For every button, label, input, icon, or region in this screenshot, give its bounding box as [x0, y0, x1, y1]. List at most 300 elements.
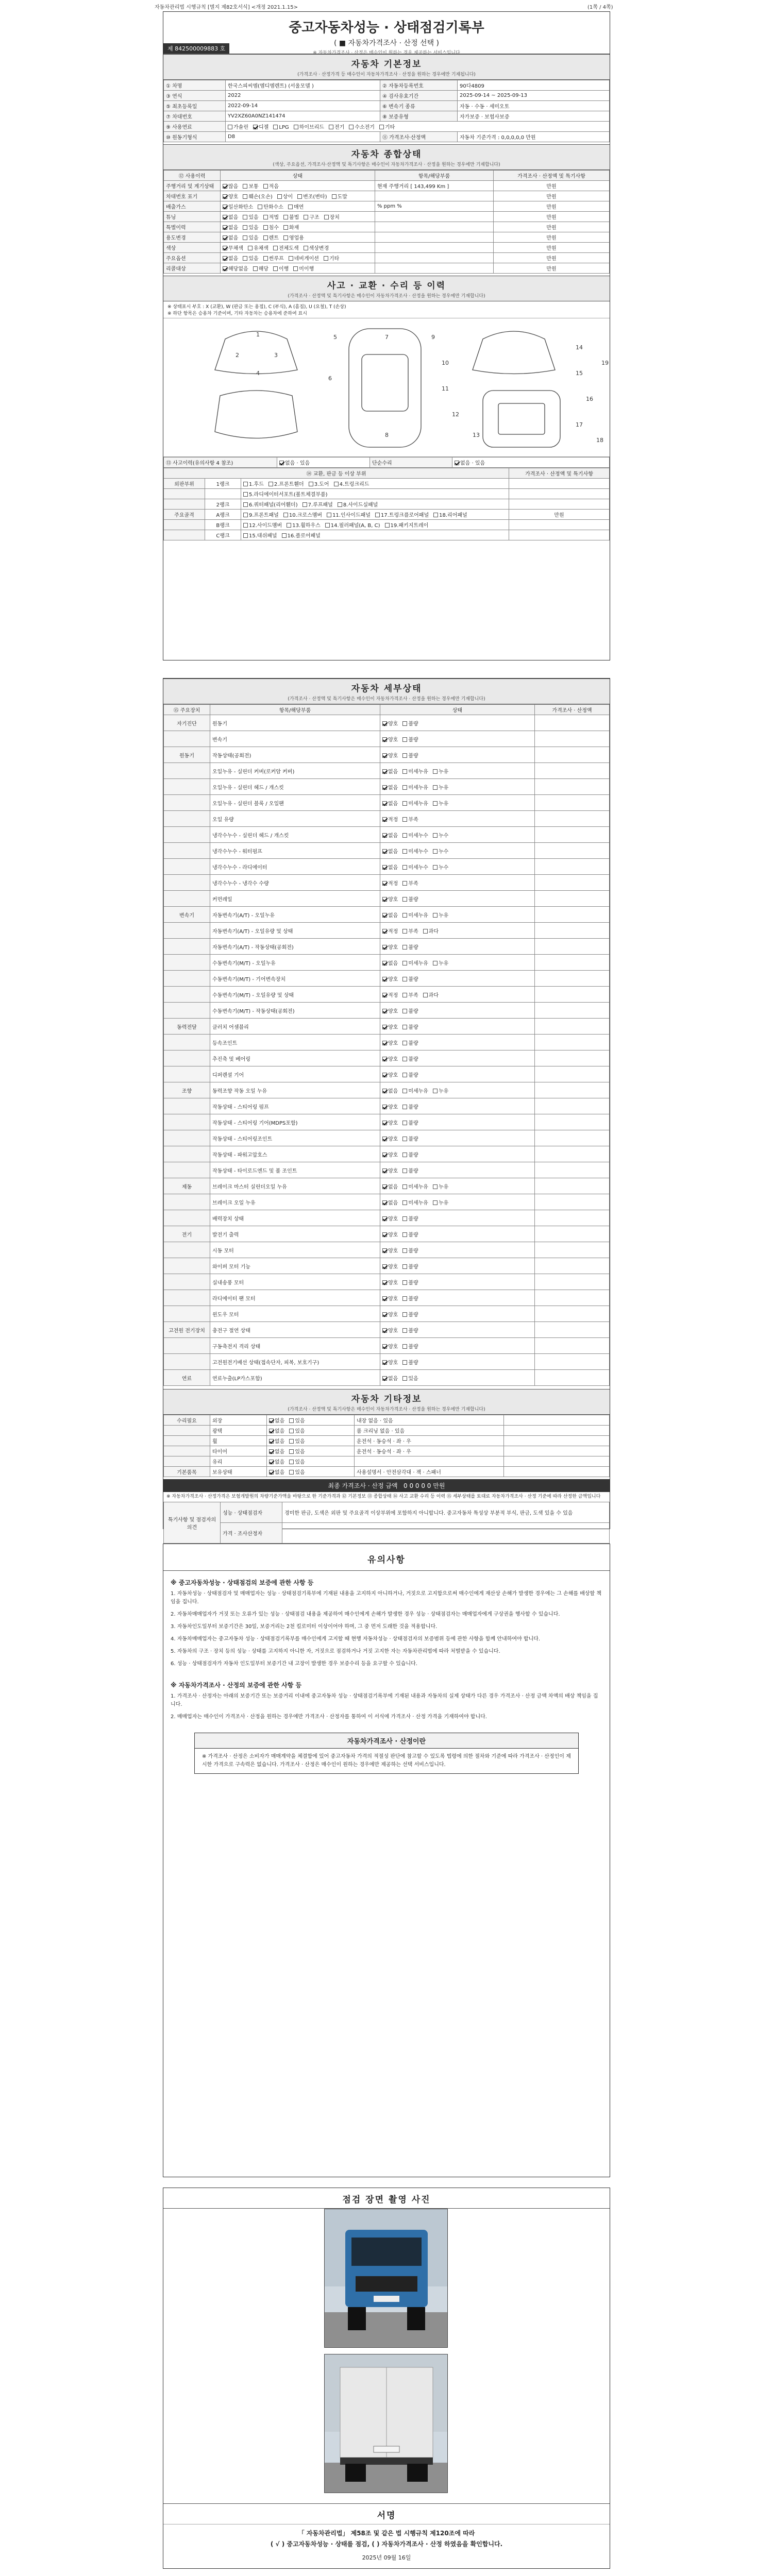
checkbox[interactable] — [273, 125, 278, 129]
detail-part: 오일 유량 — [210, 811, 380, 827]
option-label: 양호 — [388, 1120, 398, 1126]
checkbox[interactable] — [402, 1376, 407, 1381]
checkbox[interactable] — [287, 523, 291, 528]
checkbox[interactable] — [382, 961, 387, 965]
option — [382, 1134, 398, 1142]
checkbox[interactable] — [382, 1344, 387, 1349]
accident-rank: 1랭크 — [205, 479, 241, 489]
checkbox[interactable] — [263, 184, 268, 189]
checkbox[interactable] — [382, 945, 387, 950]
checkbox[interactable] — [402, 753, 407, 758]
option — [289, 254, 319, 262]
checkbox[interactable] — [223, 225, 227, 230]
checkbox[interactable] — [382, 1009, 387, 1013]
checkbox[interactable] — [382, 993, 387, 997]
checkbox[interactable] — [402, 1232, 407, 1237]
option — [382, 735, 398, 743]
checkbox[interactable] — [382, 1105, 387, 1109]
checkbox[interactable] — [289, 256, 293, 261]
option-label: 상이 — [282, 194, 293, 200]
overall-state — [221, 222, 375, 232]
overall-table — [163, 170, 610, 274]
checkbox[interactable] — [402, 1153, 407, 1157]
option — [283, 511, 322, 518]
basic-key-2: ⑥ 변속기 종류 — [380, 101, 458, 111]
checkbox[interactable] — [382, 897, 387, 902]
basic-row — [164, 132, 610, 142]
accident-items — [241, 499, 509, 510]
checkbox[interactable] — [402, 817, 407, 822]
checkbox[interactable] — [289, 1439, 294, 1444]
checkbox[interactable] — [338, 502, 342, 507]
checkbox[interactable] — [223, 215, 227, 219]
option — [293, 264, 314, 272]
checkbox[interactable] — [382, 1200, 387, 1205]
option-label: 미세누유 — [408, 912, 428, 919]
accident-rank: B랭크 — [205, 520, 241, 530]
checkbox[interactable] — [402, 1025, 407, 1029]
option-label: 10.크로스멤버 — [289, 513, 323, 518]
checkbox[interactable] — [293, 266, 298, 271]
option — [263, 213, 279, 221]
checkbox[interactable] — [402, 1105, 407, 1109]
checkbox[interactable] — [402, 1184, 407, 1189]
detail-row — [164, 779, 610, 795]
detail-price — [535, 1242, 610, 1258]
checkbox[interactable] — [382, 913, 387, 918]
checkbox[interactable] — [433, 961, 438, 965]
checkbox[interactable] — [402, 945, 407, 950]
checkbox[interactable] — [402, 1264, 407, 1269]
other-item-2: 운전석 · 동승석 · 좌 · 우 — [355, 1446, 504, 1456]
checkbox[interactable] — [382, 1248, 387, 1253]
checkbox[interactable] — [349, 125, 354, 129]
checkbox[interactable] — [402, 1312, 407, 1317]
option — [402, 1342, 418, 1350]
checkbox[interactable] — [223, 235, 227, 240]
checkbox[interactable] — [402, 785, 407, 790]
checkbox[interactable] — [402, 1328, 407, 1333]
option-label: 양호 — [388, 1152, 398, 1158]
checkbox[interactable] — [243, 533, 248, 538]
checkbox[interactable] — [253, 125, 258, 129]
checkbox[interactable] — [243, 492, 248, 497]
car-diagram-area — [163, 318, 610, 457]
checkbox[interactable] — [402, 1360, 407, 1365]
checkbox[interactable] — [332, 194, 337, 199]
checkbox[interactable] — [382, 785, 387, 790]
checkbox[interactable] — [277, 194, 282, 199]
checkbox[interactable] — [402, 737, 407, 742]
checkbox[interactable] — [294, 125, 298, 129]
checkbox[interactable] — [382, 1328, 387, 1333]
diagram-part-number: 3 — [274, 352, 278, 359]
option-label: 미세누수 — [408, 865, 428, 871]
accident-rank: A랭크 — [205, 510, 241, 520]
checkbox[interactable] — [269, 1418, 274, 1423]
checkbox[interactable] — [282, 533, 287, 538]
other-group: 기본품목 — [164, 1467, 210, 1477]
detail-state — [380, 1130, 535, 1146]
checkbox[interactable] — [382, 1360, 387, 1365]
checkbox[interactable] — [402, 1073, 407, 1077]
checkbox[interactable] — [402, 769, 407, 774]
option — [263, 233, 279, 241]
checkbox[interactable] — [402, 1216, 407, 1221]
option — [268, 480, 304, 487]
detail-device — [164, 875, 210, 891]
checkbox[interactable] — [382, 1153, 387, 1157]
sheet-1 — [163, 11, 610, 660]
option — [382, 815, 398, 823]
checkbox[interactable] — [433, 1200, 438, 1205]
checkbox[interactable] — [433, 513, 438, 517]
detail-state — [380, 1162, 535, 1178]
checkbox[interactable] — [243, 225, 247, 230]
checkbox[interactable] — [283, 225, 288, 230]
option-label: 없음 — [388, 1376, 398, 1382]
overall-detail — [375, 191, 494, 201]
checkbox[interactable] — [423, 929, 428, 934]
checkbox[interactable] — [223, 266, 227, 271]
checkbox[interactable] — [269, 1429, 274, 1433]
checkbox[interactable] — [223, 205, 227, 209]
checkbox[interactable] — [269, 1449, 274, 1454]
checkbox[interactable] — [402, 1248, 407, 1253]
checkbox[interactable] — [382, 721, 387, 726]
checkbox[interactable] — [402, 1296, 407, 1301]
checkbox[interactable] — [223, 194, 227, 199]
option-label: 양호 — [388, 1216, 398, 1222]
accident-parts-head: ⑭ 교환, 판금 등 이상 부위 — [164, 468, 509, 479]
checkbox[interactable] — [329, 125, 333, 129]
checkbox[interactable] — [382, 1216, 387, 1221]
checkbox[interactable] — [263, 235, 268, 240]
checkbox[interactable] — [402, 865, 407, 870]
checkbox-none[interactable] — [279, 461, 284, 465]
checkbox[interactable] — [402, 881, 407, 886]
detail-device — [164, 859, 210, 875]
checkbox[interactable] — [382, 1025, 387, 1029]
diagram-part-number: 10 — [442, 360, 449, 366]
checkbox[interactable] — [433, 769, 438, 774]
accident-part-row — [164, 530, 610, 540]
detail-price — [535, 1258, 610, 1274]
checkbox[interactable] — [402, 961, 407, 965]
option-label: 있음 — [295, 1439, 305, 1445]
checkbox[interactable] — [288, 205, 293, 209]
other-item: 광택 — [210, 1426, 267, 1436]
checkbox[interactable] — [382, 1121, 387, 1125]
other-price — [504, 1446, 610, 1456]
option-label: 적법 — [268, 215, 279, 221]
checkbox[interactable] — [382, 753, 387, 758]
checkbox[interactable] — [379, 125, 384, 129]
checkbox[interactable] — [289, 1460, 294, 1464]
accident-parts-price-head: 가격조사 · 산정액 및 특기사항 — [509, 468, 610, 479]
checkbox[interactable] — [382, 1296, 387, 1301]
checkbox[interactable] — [382, 1376, 387, 1381]
option — [223, 202, 253, 210]
checkbox[interactable] — [433, 1184, 438, 1189]
other-item-2: 내장 없음 · 있음 — [355, 1415, 504, 1426]
checkbox[interactable] — [402, 1200, 407, 1205]
car-outline-center — [349, 329, 421, 447]
option-label: 있음 — [295, 1460, 305, 1465]
checkbox[interactable] — [283, 215, 288, 219]
overall-price: 만원 — [494, 253, 610, 263]
checkbox[interactable] — [402, 1280, 407, 1285]
checkbox[interactable] — [283, 235, 288, 240]
checkbox[interactable] — [423, 993, 428, 997]
detail-device: 제동 — [164, 1178, 210, 1194]
detail-row — [164, 1306, 610, 1322]
option-label: 해당 — [258, 266, 268, 272]
option — [402, 1374, 418, 1382]
detail-device: 변속기 — [164, 907, 210, 923]
checkbox[interactable] — [243, 184, 247, 189]
checkbox[interactable] — [263, 215, 268, 219]
detail-device — [164, 731, 210, 747]
checkbox[interactable] — [324, 256, 328, 261]
truck-rear-illustration — [325, 2354, 448, 2493]
checkbox[interactable] — [243, 256, 247, 261]
option-label: 불량 — [408, 721, 418, 727]
final-price-bar — [163, 1479, 610, 1492]
option-label: 2.프론트휀더 — [274, 482, 304, 487]
detail-device — [164, 1258, 210, 1274]
option-label: 양호 — [388, 1168, 398, 1174]
checkbox[interactable] — [402, 721, 407, 726]
checkbox[interactable] — [304, 246, 308, 250]
option-label: 없음 — [388, 1184, 398, 1190]
checkbox[interactable] — [243, 215, 247, 219]
caution-item: 2. 매매업자는 매수인이 가격조사 · 산정을 원하는 경우에만 가격조사 · 산정자를 통하여 이 서식에 가격조사 · 산정 가격을 기재하여야 합니다. — [171, 1714, 487, 1720]
checkbox[interactable] — [382, 1280, 387, 1285]
checkbox[interactable] — [433, 785, 438, 790]
checkbox[interactable] — [223, 184, 227, 189]
checkbox[interactable] — [243, 194, 247, 199]
checkbox[interactable] — [325, 523, 330, 528]
checkbox[interactable] — [297, 194, 302, 199]
checkbox[interactable] — [402, 1089, 407, 1093]
checkbox[interactable] — [243, 513, 248, 517]
option-label: 적음 — [268, 184, 279, 190]
checkbox[interactable] — [382, 977, 387, 981]
checkbox[interactable] — [402, 993, 407, 997]
option-label: 수소전기 — [355, 125, 375, 130]
checkbox[interactable] — [382, 865, 387, 870]
checkbox[interactable] — [402, 913, 407, 918]
detail-row — [164, 731, 610, 747]
checkbox[interactable] — [402, 1137, 407, 1141]
checkbox[interactable] — [402, 1009, 407, 1013]
checkbox[interactable] — [382, 1312, 387, 1317]
checkbox[interactable] — [382, 929, 387, 934]
other-item-2: 운전석 · 동승석 · 좌 · 우 — [355, 1436, 504, 1446]
checkbox[interactable] — [433, 849, 438, 854]
checkbox[interactable] — [289, 1418, 294, 1423]
option — [402, 1198, 428, 1206]
checkbox[interactable] — [324, 215, 329, 219]
option — [309, 480, 329, 487]
detail-device: 전기 — [164, 1226, 210, 1242]
checkbox-none[interactable] — [455, 461, 459, 465]
checkbox[interactable] — [258, 205, 262, 209]
checkbox[interactable] — [385, 523, 390, 528]
accident-group: 외판부위 — [164, 479, 205, 489]
caution-item: 1. 가격조사 · 산정자는 아래의 보증기간 또는 보증거리 이내에 중고자동차 성능 · 상태점검기록부에 기재된 내용과 자동차의 실제 상태가 다른 경우 가격조사 · 산정 금액 차액의 배상 책임을 집니다. — [171, 1693, 598, 1707]
checkbox[interactable] — [433, 801, 438, 806]
checkbox[interactable] — [223, 246, 227, 250]
basic-value-2: 자가보증 · 보험사보증 — [458, 111, 610, 122]
detail-state — [380, 827, 535, 843]
detail-device — [164, 1162, 210, 1178]
checkbox[interactable] — [402, 1168, 407, 1173]
checkbox[interactable] — [382, 1041, 387, 1045]
checkbox[interactable] — [382, 1057, 387, 1061]
checkbox[interactable] — [382, 801, 387, 806]
checkbox[interactable] — [382, 1089, 387, 1093]
checkbox[interactable] — [382, 1232, 387, 1237]
detail-state — [380, 731, 535, 747]
option-label: 누유 — [438, 801, 449, 807]
detail-device — [164, 1098, 210, 1114]
checkbox[interactable] — [327, 513, 331, 517]
checkbox[interactable] — [382, 737, 387, 742]
checkbox[interactable] — [303, 502, 307, 507]
detail-row — [164, 715, 610, 731]
other-group: 수리필요 — [164, 1415, 210, 1426]
diagram-part-number: 16 — [586, 396, 593, 402]
checkbox[interactable] — [402, 977, 407, 981]
car-outline-center-cabin — [362, 354, 408, 411]
option — [402, 1007, 418, 1014]
checkbox[interactable] — [269, 1460, 274, 1464]
checkbox[interactable] — [269, 1470, 274, 1475]
detail-row — [164, 1226, 610, 1242]
overall-price: 만원 — [494, 191, 610, 201]
checkbox[interactable] — [402, 897, 407, 902]
detail-price — [535, 1130, 610, 1146]
inspection-photo-front — [324, 2209, 448, 2348]
option — [289, 1437, 305, 1445]
checkbox[interactable] — [289, 1470, 294, 1475]
checkbox[interactable] — [382, 849, 387, 854]
checkbox[interactable] — [382, 769, 387, 774]
checkbox[interactable] — [433, 1089, 438, 1093]
checkbox[interactable] — [433, 865, 438, 870]
checkbox[interactable] — [402, 801, 407, 806]
checkbox[interactable] — [243, 235, 247, 240]
checkbox[interactable] — [433, 913, 438, 918]
overall-head-state: 상태 — [221, 171, 375, 181]
checkbox[interactable] — [223, 256, 227, 261]
checkbox[interactable] — [334, 482, 339, 486]
checkbox[interactable] — [402, 1057, 407, 1061]
option-label: 누유 — [438, 769, 449, 775]
checkbox[interactable] — [309, 482, 313, 486]
detail-part: 와이퍼 모터 기능 — [210, 1258, 380, 1274]
checkbox[interactable] — [382, 1184, 387, 1189]
checkbox[interactable] — [248, 246, 253, 250]
detail-title: 자동차 세부상태 — [351, 684, 422, 694]
overall-label: 색상 — [164, 243, 221, 253]
detail-price — [535, 843, 610, 859]
checkbox[interactable] — [382, 1073, 387, 1077]
other-item: 보유상태 — [210, 1467, 267, 1477]
detail-part: 고전원전기배선 상태(접속단자, 피복, 보호기구) — [210, 1354, 380, 1370]
checkbox[interactable] — [289, 1429, 294, 1433]
option-label: 과다 — [428, 992, 439, 998]
option-label: 양호 — [388, 737, 398, 743]
checkbox[interactable] — [263, 225, 268, 230]
checkbox[interactable] — [402, 849, 407, 854]
checkbox[interactable] — [269, 1439, 274, 1444]
detail-row — [164, 1082, 610, 1098]
checkbox[interactable] — [382, 817, 387, 822]
checkbox[interactable] — [304, 215, 308, 219]
checkbox[interactable] — [273, 246, 278, 250]
checkbox[interactable] — [228, 125, 232, 129]
detail-state — [380, 1226, 535, 1242]
checkbox[interactable] — [382, 1168, 387, 1173]
checkbox[interactable] — [243, 502, 248, 507]
checkbox[interactable] — [268, 482, 273, 486]
checkbox[interactable] — [402, 1041, 407, 1045]
basic-value-2: 90다4809 — [458, 80, 610, 91]
basic-key: ① 차명 — [164, 80, 226, 91]
checkbox[interactable] — [382, 1137, 387, 1141]
detail-state — [380, 1322, 535, 1338]
option-label: 없음 — [388, 833, 398, 839]
checkbox[interactable] — [382, 1264, 387, 1269]
accident-parts-table — [163, 468, 610, 540]
checkbox[interactable] — [402, 833, 407, 838]
checkbox[interactable] — [273, 266, 278, 271]
option — [277, 192, 293, 200]
checkbox[interactable] — [375, 513, 380, 517]
checkbox[interactable] — [243, 482, 248, 486]
detail-price — [535, 907, 610, 923]
checkbox[interactable] — [382, 833, 387, 838]
checkbox[interactable] — [289, 1449, 294, 1454]
checkbox[interactable] — [402, 929, 407, 934]
checkbox[interactable] — [382, 881, 387, 886]
checkbox[interactable] — [402, 1121, 407, 1125]
detail-price — [535, 1194, 610, 1210]
final-price-value: 0 0 0 0 0 만원 — [404, 1482, 445, 1489]
checkbox[interactable] — [433, 833, 438, 838]
checkbox[interactable] — [263, 256, 268, 261]
detail-row — [164, 1354, 610, 1370]
checkbox[interactable] — [283, 513, 288, 517]
appraisal-box-title: 자동차가격조사 · 산정이란 — [195, 1733, 578, 1749]
detail-state — [380, 987, 535, 1003]
basic-info-table — [163, 80, 610, 142]
option — [402, 751, 418, 759]
detail-device — [164, 779, 210, 795]
option — [402, 1087, 428, 1094]
checkbox[interactable] — [402, 1344, 407, 1349]
option — [382, 863, 398, 871]
cautions-list-2 — [163, 1692, 610, 1721]
checkbox[interactable] — [243, 523, 248, 528]
checkbox[interactable] — [253, 266, 258, 271]
option — [327, 511, 371, 518]
basic-row — [164, 111, 610, 122]
option-label: 양호 — [388, 1104, 398, 1110]
